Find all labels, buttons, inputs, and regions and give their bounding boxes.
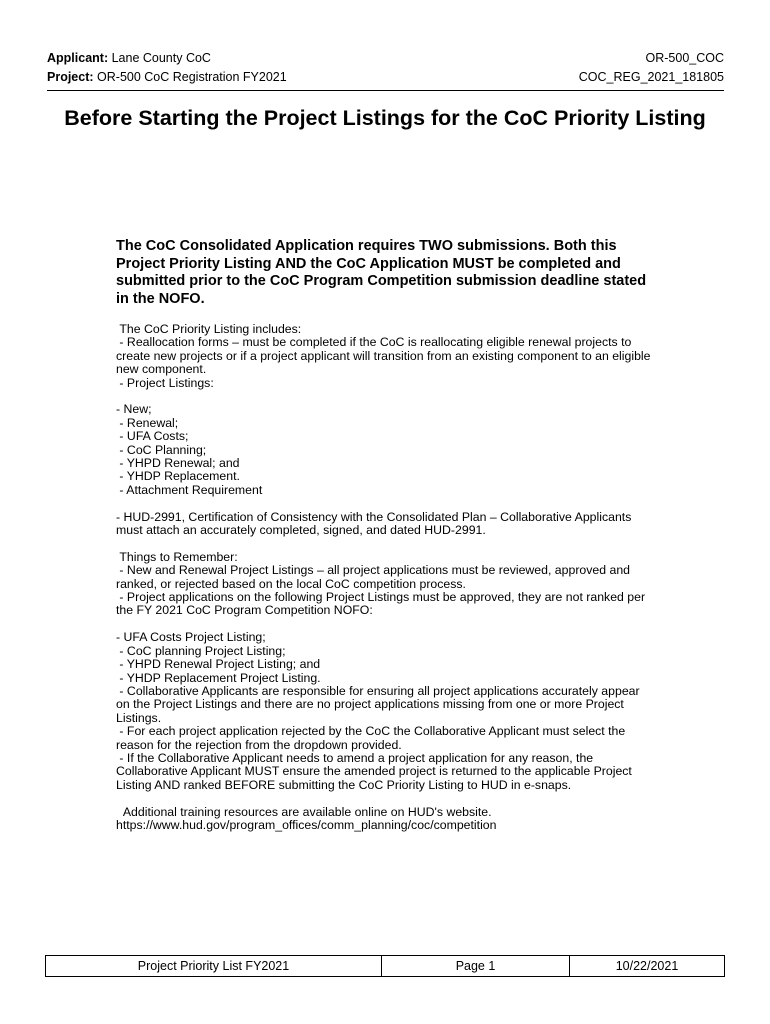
paragraph-training-resources: Additional training resources are available online on HUD's website. https://www.hud.gov/program_offices/comm_planning/coc/competition	[116, 804, 497, 832]
page-header-right	[579, 49, 724, 87]
intro-statement: The CoC Consolidated Application requires TWO submissions. Both this Project Priority Listing AND the CoC Application MUST be completed and submitted prior to the CoC Program Competition submission deadline stated in the NOFO.	[116, 238, 647, 307]
page-header-left	[47, 49, 287, 87]
applicant-label: Applicant:	[47, 51, 109, 65]
footer-date: 10/22/2021	[615, 959, 679, 973]
applicant-line	[47, 49, 287, 68]
paragraph-listing-types: - New; - Renewal; - UFA Costs; - CoC Planning; - YHPD Renewal; and - YHDP Replacement. - Attachment Requirement	[116, 402, 263, 497]
paragraph-listing-rules: - UFA Costs Project Listing; - CoC planning Project Listing; - YHPD Renewal Project Listing; and - YHDP Replacement Project Listing. - Collaborative Applicants are responsible for ensuring all project applications accurately appear on the Project Listings and there are no project applications missing from one or more Project Listings. - For each project application rejected by the CoC the Collaborative Applicant must select the reason for the rejection from the dropdown provided. - If the Collaborative Applicant needs to amend a project application for any reason, the Collaborative Applicant MUST ensure the amended project is returned to the applicable Project Listing AND ranked BEFORE submitting the CoC Priority Listing to HUD in e-snaps.	[116, 630, 640, 792]
paragraph-things-to-remember: Things to Remember: - New and Renewal Project Listings – all project applications must be reviewed, approved and ranked, or rejected based on the local CoC competition process. - Project applications on the following Project Listings must be approved, they are not ranked per the FY 2021 CoC Program Competition NOFO:	[116, 549, 646, 618]
footer-doc-name: Project Priority List FY2021	[46, 956, 382, 976]
project-value: OR-500 CoC Registration FY2021	[97, 70, 287, 84]
header-code-2: COC_REG_2021_181805	[578, 70, 724, 84]
paragraph-priority-listing-includes: The CoC Priority Listing includes: - Reallocation forms – must be completed if the CoC is reallocating eligible renewal projects to create new projects or if a project applicant will transition from an existing component to an eligible new component. - Project Listings:	[116, 322, 651, 390]
paragraph-hud-2991: - HUD-2991, Certification of Consistency with the Consolidated Plan – Collaborative Applicants must attach an accurately completed, signed, and dated HUD-2991.	[116, 509, 635, 538]
header-divider	[47, 90, 724, 91]
applicant-value: Lane County CoC	[111, 51, 211, 65]
page-title: Before Starting the Project Listings for the CoC Priority Listing	[64, 106, 706, 130]
project-line	[47, 68, 287, 87]
page-footer	[45, 955, 725, 977]
header-code-1: OR-500_COC	[645, 51, 724, 65]
footer-page-number: Page 1	[382, 956, 570, 976]
project-label: Project:	[47, 70, 94, 84]
instructions-body	[116, 323, 656, 846]
